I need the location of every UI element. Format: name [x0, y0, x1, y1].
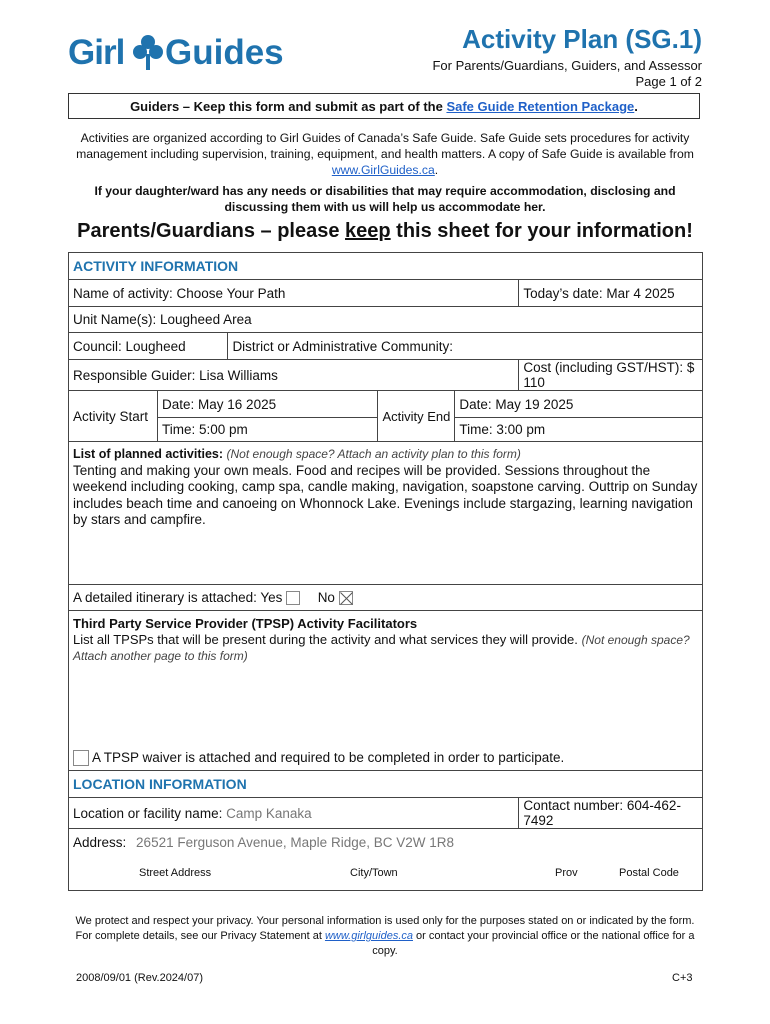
- responsible-guider-field[interactable]: Responsible Guider: Lisa Williams: [69, 360, 519, 391]
- planned-activities-label: List of planned activities:: [73, 447, 224, 461]
- tpsp-instructions: List all TPSPs that will be present during the activity and what services they will provide.: [73, 632, 578, 647]
- parents-heading: [68, 220, 702, 243]
- itinerary-label: A detailed itinerary is attached: Yes: [73, 589, 283, 605]
- audience-text: For Parents/Guardians, Guiders, and Assessor: [432, 58, 702, 73]
- district-field[interactable]: District or Administrative Community:: [228, 333, 703, 360]
- facility-name-value: Camp Kanaka: [226, 805, 312, 821]
- address-label: Address:: [73, 835, 127, 850]
- contact-number-field[interactable]: Contact number: 604-462-7492: [519, 798, 703, 829]
- end-date-field[interactable]: Date: May 19 2025: [455, 391, 703, 418]
- start-time-field[interactable]: Time: 5:00 pm: [158, 418, 378, 442]
- intro-paragraph: [68, 130, 702, 178]
- activity-start-label: Activity Start: [69, 391, 158, 442]
- tpsp-waiver-label: A TPSP waiver is attached and required to be completed in order to participate.: [92, 749, 565, 765]
- privacy-text: We protect and respect your privacy. Your personal information is used only for the purposes stated on or indicated by the form. For complete details, see our Privacy Statement at: [75, 915, 695, 942]
- facility-name-label: Location or facility name:: [73, 805, 223, 821]
- guider-notice: [68, 93, 700, 119]
- city-town-label: City/Town: [350, 867, 398, 879]
- privacy-text-end: or contact your provincial office or the national office for a copy.: [372, 930, 695, 957]
- tpsp-section[interactable]: [69, 611, 703, 771]
- intro-period: .: [434, 163, 439, 177]
- facility-name-field[interactable]: [69, 798, 519, 829]
- street-address-label: Street Address: [139, 867, 212, 879]
- girl-guides-logo: [68, 30, 288, 72]
- notice-text: Guiders – Keep this form and submit as part of the: [130, 99, 447, 114]
- heading-keep: keep: [345, 220, 391, 242]
- page-title: Activity Plan (SG.1): [462, 24, 702, 54]
- activity-section-title: ACTIVITY INFORMATION: [69, 253, 703, 280]
- tpsp-waiver-row: [73, 750, 564, 766]
- girlguides-link[interactable]: www.GirlGuides.ca: [331, 163, 435, 177]
- start-date-field[interactable]: Date: May 16 2025: [158, 391, 378, 418]
- province-label: Prov: [555, 867, 578, 879]
- address-field[interactable]: [69, 829, 703, 891]
- todays-date-field[interactable]: Today’s date: Mar 4 2025: [519, 280, 703, 307]
- planned-activities-field[interactable]: [69, 442, 703, 585]
- form-code: C+3: [672, 972, 693, 984]
- page-subtitle: [432, 58, 702, 90]
- end-time-field[interactable]: Time: 3:00 pm: [455, 418, 703, 442]
- page-number: Page 1 of 2: [635, 74, 702, 89]
- address-value: 26521 Ferguson Avenue, Maple Ridge, BC V2W 1R8: [136, 835, 454, 850]
- svg-text:Guides: Guides: [165, 33, 284, 72]
- heading-part: this sheet for your information!: [390, 220, 693, 242]
- activity-plan-form: [68, 252, 703, 891]
- council-field[interactable]: Council: Lougheed: [69, 333, 228, 360]
- intro-text: Activities are organized according to Girl Guides of Canada’s Safe Guide. Safe Guide sets procedures for activity management including supervision, training, equipment, and health matters. A copy of Safe Guide is available from: [76, 131, 694, 161]
- itinerary-row: [69, 585, 703, 611]
- retention-package-link[interactable]: Safe Guide Retention Package: [446, 99, 635, 114]
- heading-part: Parents/Guardians – please: [77, 220, 346, 242]
- trefoil-icon: [133, 35, 163, 70]
- planned-activities-hint: (Not enough space? Attach an activity plan to this form): [226, 447, 521, 461]
- revision-date: 2008/09/01 (Rev.2024/07): [76, 972, 203, 984]
- unit-name-field[interactable]: Unit Name(s): Lougheed Area: [69, 307, 703, 333]
- tpsp-waiver-checkbox[interactable]: [73, 750, 89, 766]
- itinerary-no-label: No: [317, 589, 335, 605]
- location-section-title: LOCATION INFORMATION: [69, 771, 703, 798]
- itinerary-no-checkbox[interactable]: [339, 591, 353, 605]
- tpsp-hint: (Not enough space? Attach another page to this form): [73, 633, 690, 663]
- planned-activities-text: Tenting and making your own meals. Food and recipes will be provided. Sessions throughout the weekend including cooking, camp spa, candle making, navigation, soapstone carving. Outtrip on Sunday includes beach time and canoeing on Whonnock Lake. Evenings include stargazing, learning navigation by stars and campfire.: [73, 462, 698, 527]
- itinerary-yes-checkbox[interactable]: [286, 591, 300, 605]
- svg-text:Girl: Girl: [68, 33, 125, 72]
- activity-name-field[interactable]: Name of activity: Choose Your Path: [69, 280, 519, 307]
- activity-end-label: Activity End: [378, 391, 455, 442]
- cost-field[interactable]: Cost (including GST/HST): $ 110: [519, 360, 703, 391]
- privacy-link[interactable]: www.girlguides.ca: [324, 930, 413, 942]
- postal-code-label: Postal Code: [619, 867, 679, 879]
- tpsp-title: Third Party Service Provider (TPSP) Activity Facilitators: [73, 616, 418, 631]
- accommodation-note: If your daughter/ward has any needs or disabilities that may require accommodation, disclosing and discussing them with us will help us accommodate her.: [94, 184, 676, 214]
- notice-period: .: [634, 99, 638, 114]
- privacy-statement: [68, 914, 702, 959]
